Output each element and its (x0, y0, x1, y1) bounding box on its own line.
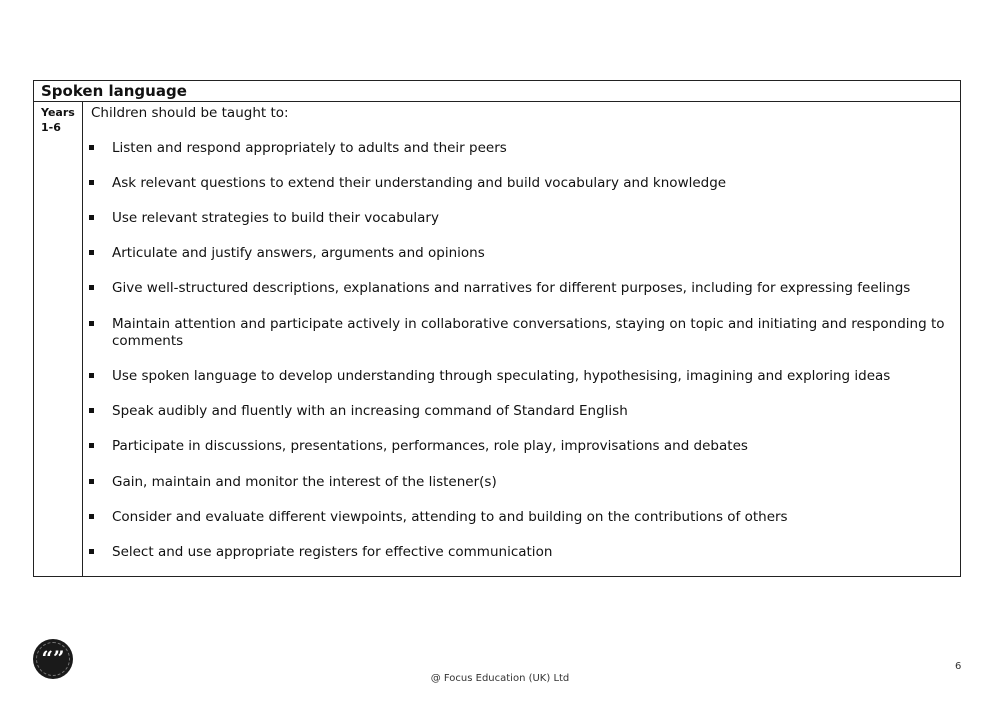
list-item: Articulate and justify answers, arguments and opinions (83, 245, 952, 262)
list-item: Maintain attention and participate actively in collaborative conversations, staying on topic and initiating and responding to comments (83, 316, 952, 350)
spoken-language-table (33, 80, 961, 577)
list-item: Gain, maintain and monitor the interest of the listener(s) (83, 474, 952, 491)
bullet-icon (89, 443, 94, 448)
bullet-icon (89, 479, 94, 484)
copyright-footer: @ Focus Education (UK) Ltd (430, 673, 570, 684)
bullet-icon (89, 145, 94, 150)
bullet-icon (89, 514, 94, 519)
bullet-icon (89, 285, 94, 290)
years-cell (34, 102, 83, 576)
list-item: Consider and evaluate different viewpoints, attending to and building on the contributions of others (83, 509, 952, 526)
bullet-icon (89, 180, 94, 185)
list-item: Ask relevant questions to extend their understanding and build vocabulary and knowledge (83, 175, 952, 192)
intro-text: Children should be taught to: (91, 105, 289, 121)
bullet-icon (89, 549, 94, 554)
years-label: Years (41, 106, 75, 119)
years-range: 1-6 (41, 121, 61, 134)
bullet-icon (89, 321, 94, 326)
list-item: Give well-structured descriptions, explanations and narratives for different purposes, including for expressing feelings (83, 280, 952, 297)
bullet-icon (89, 373, 94, 378)
bullet-icon (89, 215, 94, 220)
table-body-row (34, 102, 960, 576)
bullet-icon (89, 250, 94, 255)
list-item: Select and use appropriate registers for effective communication (83, 544, 952, 561)
page-number: 6 (955, 661, 962, 672)
quote-marks-icon: “” (41, 646, 65, 670)
content-cell (83, 102, 960, 576)
list-item: Participate in discussions, presentations, performances, role play, improvisations and debates (83, 438, 952, 455)
list-item: Use spoken language to develop understanding through speculating, hypothesising, imagining and exploring ideas (83, 368, 952, 385)
list-item: Use relevant strategies to build their vocabulary (83, 210, 952, 227)
list-item: Speak audibly and fluently with an increasing command of Standard English (83, 403, 952, 420)
bullet-icon (89, 408, 94, 413)
section-title: Spoken language (34, 81, 960, 102)
list-item: Listen and respond appropriately to adults and their peers (83, 140, 952, 157)
